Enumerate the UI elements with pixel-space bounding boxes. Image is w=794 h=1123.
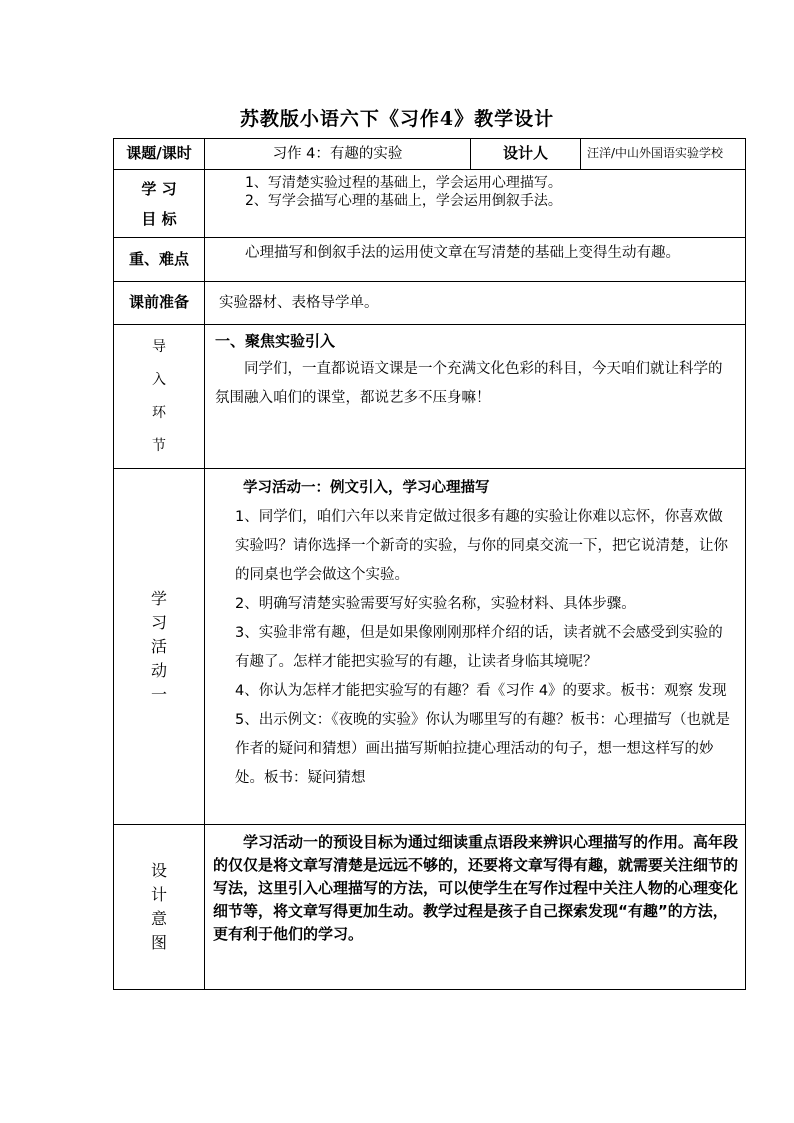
design-row [114, 825, 746, 990]
activity-side-char: 动 [150, 660, 167, 680]
activity-side-char: 一 [150, 684, 167, 704]
goal-item: 2、写学会描写心理的基础上，学会运用倒叙手法。 [245, 193, 562, 210]
topic-label: 课题/课时 [114, 139, 205, 170]
activity-item: 5、出示例文：《夜晚的实验》你认为哪里写的有趣？板书：心理描写（也就是作者的疑问和猜想）画出描写斯帕拉捷心理活动的句子，想一想这样写的妙处。板书：疑问猜想 [235, 712, 730, 786]
intro-side-char: 节 [152, 437, 166, 454]
goals-label [114, 170, 205, 238]
topic-row [114, 139, 746, 170]
design-side-char: 意 [150, 909, 167, 928]
design-side-char: 设 [150, 861, 167, 880]
activity-row [114, 469, 746, 825]
activity-item: 1、同学们，咱们六年以来肯定做过很多有趣的实验让你难以忘怀，你喜欢做实验吗？请你选择一个新奇的实验，与你的同桌交流一下，把它说清楚，让你的同桌也学会做这个实验。 [235, 509, 728, 583]
activity-item: 4、你认为怎样才能把实验写的有趣？看《习作 4》的要求。板书：观察 发现 [235, 683, 727, 699]
design-content [205, 825, 746, 990]
goals-label-bottom: 目 标 [141, 209, 177, 228]
designer-value: 汪洋/中山外国语实验学校 [581, 139, 746, 170]
topic-value: 习作 4：有趣的实验 [205, 139, 471, 170]
design-side-label [114, 825, 205, 990]
activity-content [205, 469, 746, 825]
intro-side-label [114, 325, 205, 469]
design-text: 学习活动一的预设目标为通过细读重点语段来辨识心理描写的作用。高年段的仅仅是将文章写清楚是远远不够的，还要将文章写得有趣，就需要关注细节的写法，这里引入心理描写的方法，可以使学生在写作过程中关注人物的心理变化细节等，将文章写得更加生动。教学过程是孩子自己探索发现“有趣”的方法，更有利于他们的学习。 [213, 833, 739, 943]
keypoints-label: 重、难点 [114, 238, 205, 282]
activity-side-label [114, 469, 205, 825]
intro-side-char: 导 [152, 338, 166, 355]
intro-side-char: 入 [152, 371, 166, 388]
keypoints-value: 心理描写和倒叙手法的运用使文章在写清楚的基础上变得生动有趣。 [205, 238, 746, 282]
goals-row [114, 170, 746, 238]
goals-content [205, 170, 746, 238]
activity-side-char: 习 [150, 612, 167, 632]
designer-label: 设计人 [471, 139, 581, 170]
design-side-char: 计 [150, 885, 167, 904]
intro-side-char: 环 [152, 404, 166, 421]
prep-value: 实验器材、表格导学单。 [205, 282, 746, 325]
activity-item: 2、明确写清楚实验需要写好实验名称，实验材料、具体步骤。 [235, 596, 636, 612]
goal-item: 1、写清楚实验过程的基础上，学会运用心理描写。 [245, 175, 562, 191]
intro-heading: 一、聚焦实验引入 [215, 332, 336, 350]
design-side-char: 图 [150, 933, 167, 952]
intro-content [205, 325, 746, 469]
intro-text: 同学们，一直都说语文课是一个充满文化色彩的科目，今天咱们就让科学的氛围融入咱们的课堂，都说艺多不压身嘛！ [215, 361, 723, 406]
goals-label-top: 学 习 [141, 179, 177, 198]
keypoints-row [114, 238, 746, 282]
activity-heading: 学习活动一：例文引入，学习心理描写 [243, 480, 490, 496]
prep-label: 课前准备 [114, 282, 205, 325]
lesson-plan-table [113, 138, 746, 990]
intro-row [114, 325, 746, 469]
prep-row [114, 282, 746, 325]
activity-item: 3、实验非常有趣，但是如果像刚刚那样介绍的话，读者就不会感受到实验的有趣了。怎样才能把实验写的有趣，让读者身临其境呢？ [235, 625, 723, 670]
activity-side-char: 活 [150, 636, 167, 656]
activity-side-char: 学 [150, 588, 167, 608]
document-title: 苏教版小语六下《习作4》教学设计 [239, 108, 555, 130]
